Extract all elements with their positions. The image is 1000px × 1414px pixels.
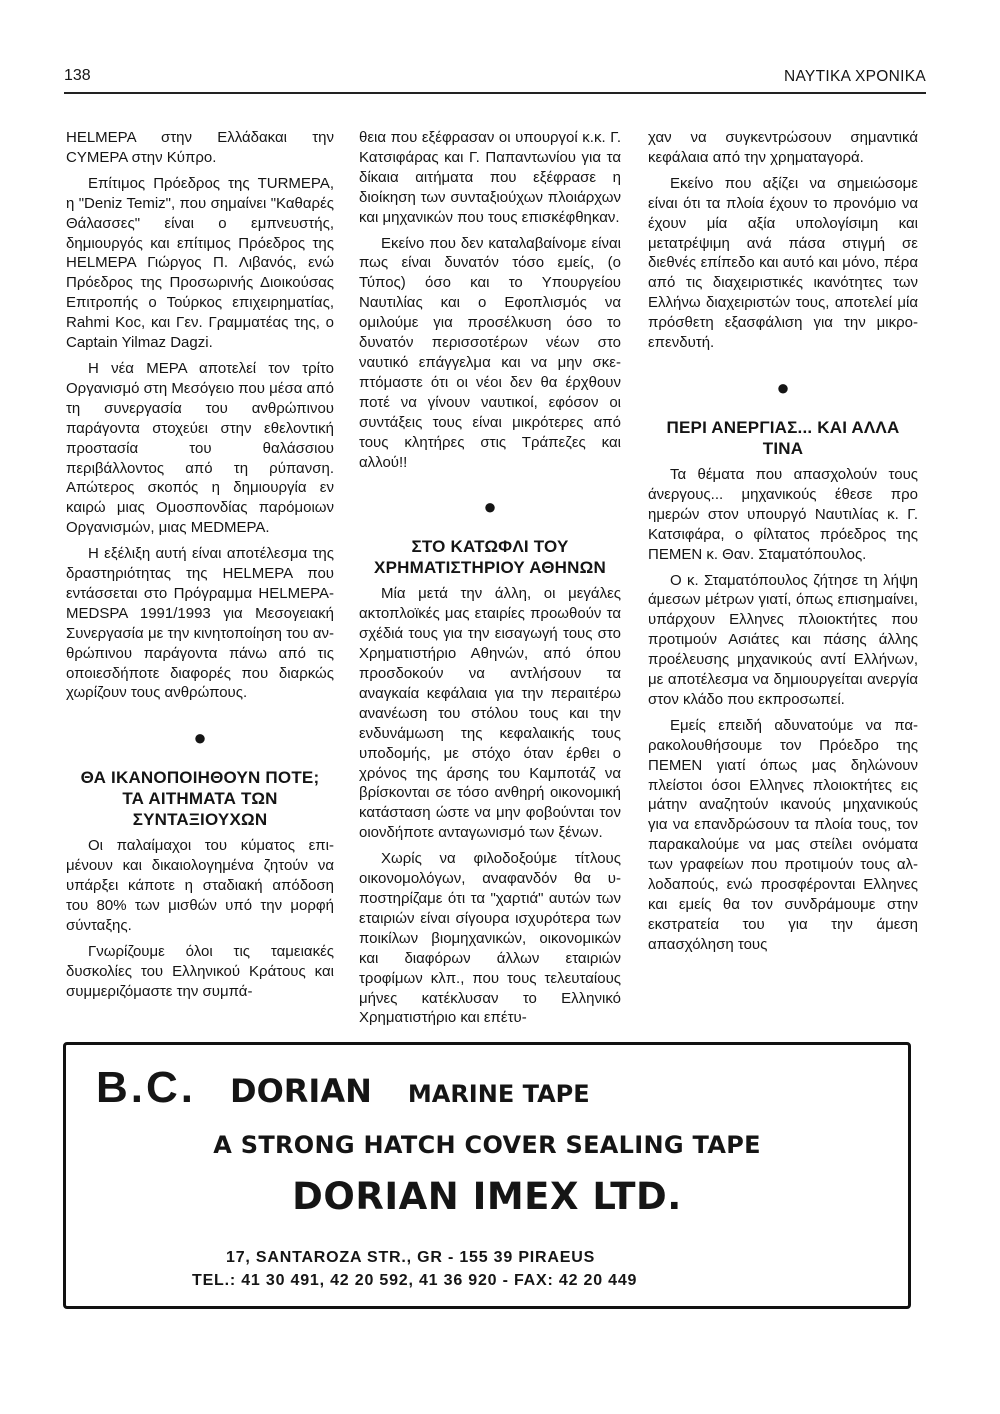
paragraph: HELMEPA στην Ελλάδακαι την CYMEPA στην Κύπρο. <box>66 129 334 166</box>
paragraph: Γνωρίζουμε όλοι τις ταμειακές δυσκολίες του Ελληνικού Κράτους και συμμεριζόμαστε την συμπά- <box>66 942 334 1000</box>
paragraph: Εκείνο που δεν καταλαβαίνομε είναι πως είναι δυνατόν τόσο εμείς, (ο Τύπος) όσο και το Υπουργείου Ναυτιλίας και ο Εφοπλισμός να ομιλούμε για προσέλκυση όσο το δυνατόν περισσοτέρων νέων στο ναυτικό επάγγελμα και να μην σκεπτόμαστε ότι οι νέοι δεν θα έρχθουν ποτέ να γίνουν ναυτικοί, εφόσον οι συντάξεις τους είναι μικρότερες από τους κλητήρες στις Τράπεζες και αλλού!! <box>359 234 621 471</box>
paragraph: Ο κ. Σταματόπουλος ζήτησε τη λήψη άμεσων μέτρων γιατί, όπως επισημαίνει, υπάρχουν Ελληνες πλοιοκτήτες που προτιμούν Ασιάτες και πάσης άλλης προέλευσης μηχανικούς αντί Ελλήνων, με αποτέλεσμα να δημιουργείται ανεργία στον κλάδο που εκπροσωπεί. <box>648 571 918 708</box>
section-heading-stock-exchange <box>359 536 621 578</box>
column-3 <box>648 128 918 961</box>
heading-line: ΤΙΝΑ <box>762 438 804 458</box>
paragraph: Τα θέματα που απασχολούν τους άνεργους... μηχανικούς έθεσε προ ημερών στον υπουργό Ναυτιλίας κ. Γ. Κατσιφάρα, ο φίλτατος πρόεδρος της ΠΕΜΕΝ κ. Θαν. Σταματόπουλος. <box>648 465 918 563</box>
heading-line: ΣΤΟ ΚΑΤΩΦΛΙ ΤΟΥ <box>411 537 569 557</box>
ad-brand-line <box>96 1063 590 1119</box>
paragraph: Εκείνο που αξίζει να σημειώσομε είναι ότι τα πλοία έχουν το προνόμιο να έχουν μία αξία υπολογίσιμη και μετατρέψιμη ανά πάσα στιγμή σε διεθνές επίπεδο και αυτό και μόνο, πέρα από τις διαχειριστικές ικανότητες των Ελλήνω διαχειριστών τους, αποτελεί μία πρόσθετη εξασφάλιση για την μικρο-επενδυτή. <box>648 174 918 352</box>
paragraph: Η εξέλιξη αυτή είναι αποτέλεσμα της δραστηριότητας της HELMEPA που εντάσσεται στο Πρόγραμμα HELMEPA-MEDSPA 1991/1993 για Μεσογειακή Συνεργασία με την κινητοποίηση του ανθρώπινου παράγοντα πάνω από τις οποιεσδήποτε διαφορές που διαρκώς χωρίζουν τους ανθρώπους. <box>66 545 334 702</box>
paragraph: Επίτιμος Πρόεδρος της TURMEPA, η "Deniz Temiz", που σημαίνει "Καθαρές Θάλασσες" είναι ο εμπνευστής, δημιουργός και επίτιμος Πρόεδρος της HELMEPA Γιώργος Π. Λιβανός, ενώ Πρόεδρος της Προσωρινής Διοικούσας Επιτροπής ο Τούρκος επιχειρηματίας, Rahmi Koc, και Γεν. Γραμματέας της, ο Captain Yilmaz Dagzi. <box>66 174 334 352</box>
section-bullet: ● <box>483 494 497 520</box>
page-number: 138 <box>64 67 91 84</box>
column-1 <box>66 128 334 1008</box>
paragraph: Οι παλαίμαχοι του κύματος επιμένουν και δικαιολογημένα ζητούν να υπάρξει κάποτε η σταδιακή απόδοση του 80% των μισθών υπό την μορφή σύνταξης. <box>66 837 334 934</box>
ad-bc-text: B.C. <box>96 1063 196 1112</box>
paragraph: θεια που εξέφρασαν οι υπουργοί κ.κ. Γ. Κατσιφάρας και Γ. Παπαντωνίου για τα δίκαια αιτήματα που εξέφρασε η διοίκηση των συνταξιούχων πλοιάρχων και μηχανικών που τους επισκέφθηκαν. <box>359 129 621 226</box>
section-bullet: ● <box>193 725 207 751</box>
paragraph: Η νέα ΜΕΡΑ αποτελεί τον τρίτο Οργανισμό στη Μεσόγειο που μέσα από τη συνεργασία του ανθρώπινου παράγοντα στοχεύει στην εθελοντική προστασία του θαλάσσιου περιβάλλοντος από τη ρύπανση. Απώτερος σκοπός η δημιουργία εν καιρώ μιας Ομοσπονδίας παρόμοιων Οργανισμών, μιας MEDMEPA. <box>66 359 334 537</box>
ad-address: 17, SANTAROZA STR., GR - 155 39 PIRAEUS <box>226 1249 596 1266</box>
heading-line: ΘΑ ΙΚΑΝΟΠΟΙΗΘΟΥΝ ΠΟΤΕ; <box>80 768 320 788</box>
heading-line: ΣΥΝΤΑΞΙΟΥΧΩΝ <box>132 810 268 830</box>
page-header <box>64 64 926 94</box>
heading-line: ΤΑ ΑΙΤΗΜΑΤΑ ΤΩΝ <box>122 789 278 809</box>
ad-dorian-text: DORIAN <box>230 1072 372 1110</box>
section-bullet: ● <box>776 374 790 400</box>
advertisement-box <box>63 1042 911 1309</box>
paragraph: Μία μετά την άλλη, οι μεγάλες ακτοπλοϊκές μας εταιρίες προωθούν τα σχέδιά τους για την εισαγωγή τους στο Χρηματιστήριο Αθηνών, από όπου προσδοκούν να αντλήσουν τα αναγκαία κεφάλαια για την περαιτέρω ανανέωση του στόλου τους και την ενδυνάμωση της κεφαλαικής τους υποδομής, με στόχο όταν έρθει ο χρόνος της άρσης του Καμποτάζ να βρίσκονται σε τόσο ανθηρή οικονομική κατάσταση ώστε να μην φοβούνται τον οιονδήποτε ανταγωνισμό των ξένων. <box>359 585 621 842</box>
ad-marine-tape-text: MARINE TAPE <box>407 1080 590 1108</box>
ad-tagline: A STRONG HATCH COVER SEALING TAPE <box>213 1131 761 1159</box>
column-2 <box>359 128 621 1034</box>
section-heading-unemployment <box>648 417 918 459</box>
paragraph: Εμείς επειδή αδυνατούμε να παρακολουθήσουμε τον Πρόεδρο της ΠΕΜΕΝ γιατί όπως μας δηλώνουν πλείστοι όσοι Ελληνες πλοιοκτήτες εις μάτην αναζητούν ικανούς μηχανικούς για να επανδρώσουν τα πλοία τους, τον παρακαλούμε να μας στείλει ονόματα των γραφείων που προτιμούν τους αλλοδαπούς, ενώ προσφέρονται Ελληνες και εμείς θα τον συνδράμουμε στην εκστρατεία του για την άμεση απασχόληση τους <box>648 716 918 953</box>
running-title: ΝΑΥΤΙΚΑ ΧΡΟΝΙΚΑ <box>783 68 926 85</box>
paragraph: χαν να συγκεντρώσουν σημαντικά κεφάλαια από την χρηματαγορά. <box>648 129 918 166</box>
heading-line: ΠΕΡΙ ΑΝΕΡΓΙΑΣ... ΚΑΙ ΑΛΛΑ <box>666 417 900 437</box>
ad-phone-fax: TEL.: 41 30 491, 42 20 592, 41 36 920 - FAX: 42 20 449 <box>192 1272 638 1289</box>
section-heading-pensioners <box>66 767 334 830</box>
heading-line: ΧΡΗΜΑΤΙΣΤΗΡΙΟΥ ΑΘΗΝΩΝ <box>374 558 606 578</box>
paragraph: Χωρίς να φιλοδοξούμε τίτλους οικονομολόγων, αναφανδόν θα υποστηρίζαμε ότι τα "χαρτιά" αυτών των εταιριών είναι σίγουρα ισχυρότερα των ποικίλων βιομηχανικών, οικονομικών και διαφόρων άλλων εταιριών τροφίμων κλπ., που τους τελευταίους μήνες κατέκλυσαν το Ελληνικό Χρηματιστήριο και επέτυ- <box>359 850 621 1027</box>
ad-company-name: DORIAN IMEX LTD. <box>292 1175 682 1218</box>
